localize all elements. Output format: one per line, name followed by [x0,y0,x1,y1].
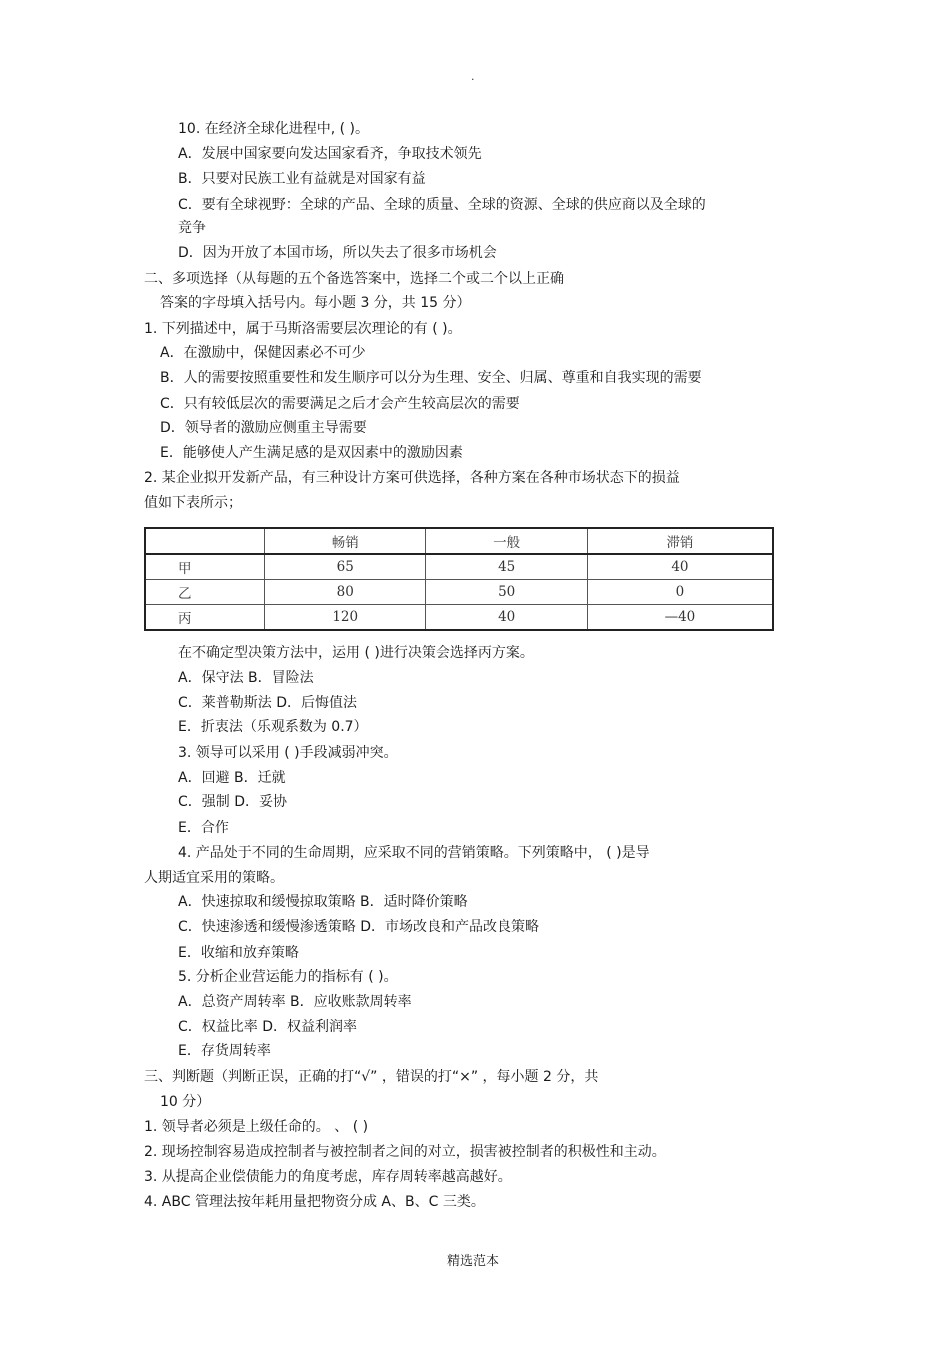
table-cell: —40 [587,605,773,631]
mc4-option-e: E．收缩和放弃策略 [178,945,299,961]
table-cell: 120 [265,605,426,631]
section-3-heading-cont: 10 分） [160,1094,211,1110]
mc3-options-ab: A．回避 B．迁就 [178,770,286,786]
mc2-prompt: 在不确定型决策方法中，运用 ( )进行决策会选择丙方案。 [178,645,534,661]
mc2-options-ab: A．保守法 B．冒险法 [178,670,314,686]
section-2-heading: 二、多项选择（从每题的五个备选答案中，选择二个或二个以上正确 [144,271,564,287]
mc4-options-ab: A．快速掠取和缓慢掠取策略 B．适时降价策略 [178,894,468,910]
mc-question-2-stem-cont: 值如下表所示； [144,495,242,511]
mc3-option-e: E．合作 [178,820,229,836]
payoff-table [144,527,774,631]
table-header-cell: 滞销 [587,528,773,554]
mc-question-1-stem: 1. 下列描述中，属于马斯洛需要层次理论的有 ( )。 [144,321,462,337]
section-2-heading-cont: 答案的字母填入括号内。每小题 3 分，共 15 分） [160,295,471,311]
table-row [145,605,773,631]
table-cell: 80 [265,580,426,605]
table-header-cell: 畅销 [265,528,426,554]
page-footer: 精选范本 [447,1254,500,1269]
section-3-heading: 三、判断题（判断正误，正确的打“√” ，错误的打“×” ，每小题 2 分，共 [144,1069,599,1085]
mc1-option-e: E．能够使人产生满足感的是双因素中的激励因素 [160,445,463,461]
q10-option-c: C．要有全球视野：全球的产品、全球的质量、全球的资源、全球的供应商以及全球的 [178,197,706,213]
table-cell: 65 [265,554,426,580]
table-row [145,554,773,580]
table-cell: 45 [426,554,587,580]
q10-option-b: B．只要对民族工业有益就是对国家有益 [178,171,426,187]
mc1-option-b: B．人的需要按照重要性和发生顺序可以分为生理、安全、归属、尊重和自我实现的需要 [160,370,702,386]
mc-question-2-stem: 2. 某企业拟开发新产品，有三种设计方案可供选择，各种方案在各种市场状态下的损益 [144,470,680,486]
mc-question-3-stem: 3. 领导可以采用 ( )手段减弱冲突。 [178,745,398,761]
question-10-stem: 10. 在经济全球化进程中, ( )。 [178,121,369,137]
mc2-options-cd: C．莱普勒斯法 D．后悔值法 [178,695,358,711]
q10-option-c-cont: 竞争 [178,220,206,236]
mc1-option-a: A．在激励中，保健因素必不可少 [160,345,366,361]
mc3-options-cd: C．强制 D．妥协 [178,794,288,810]
table-row-label: 乙 [145,580,265,605]
table-header-cell: 一般 [426,528,587,554]
tf-question-4: 4. ABC 管理法按年耗用量把物资分成 A、B、C 三类。 [144,1194,485,1210]
table-row [145,580,773,605]
tf-question-2: 2. 现场控制容易造成控制者与被控制者之间的对立，损害被控制者的积极性和主动。 [144,1144,666,1160]
table-cell: 0 [587,580,773,605]
table-row-label: 甲 [145,554,265,580]
mc-question-4-stem: 4. 产品处于不同的生命周期，应采取不同的营销策略。下列策略中， ( )是导 [178,845,650,861]
mc5-option-e: E．存货周转率 [178,1043,271,1059]
mc4-options-cd: C．快速渗透和缓慢渗透策略 D．市场改良和产品改良策略 [178,919,540,935]
table-cell: 50 [426,580,587,605]
mc-question-4-stem-cont: 人期适宜采用的策略。 [144,870,284,886]
tf-question-1: 1. 领导者必须是上级任命的。 、 ( ) [144,1119,369,1135]
mc1-option-d: D．领导者的激励应侧重主导需要 [160,420,367,436]
tf-question-3: 3. 从提高企业偿债能力的角度考虑，库存周转率越高越好。 [144,1169,512,1185]
table-header-row [145,528,773,554]
mc2-option-e: E．折衷法（乐观系数为 0.7） [178,719,368,735]
q10-option-d: D．因为开放了本国市场，所以失去了很多市场机会 [178,245,497,261]
mc5-options-ab: A．总资产周转率 B．应收账款周转率 [178,994,412,1010]
table-cell: 40 [426,605,587,631]
mc-question-5-stem: 5. 分析企业营运能力的指标有 ( )。 [178,969,398,985]
mc1-option-c: C．只有较低层次的需要满足之后才会产生较高层次的需要 [160,396,520,412]
table-row-label: 丙 [145,605,265,631]
mc5-options-cd: C．权益比率 D．权益利润率 [178,1019,358,1035]
header-mark: . [471,70,475,83]
table-cell: 40 [587,554,773,580]
table-header-corner [145,528,265,554]
q10-option-a: A．发展中国家要向发达国家看齐，争取技术领先 [178,146,482,162]
